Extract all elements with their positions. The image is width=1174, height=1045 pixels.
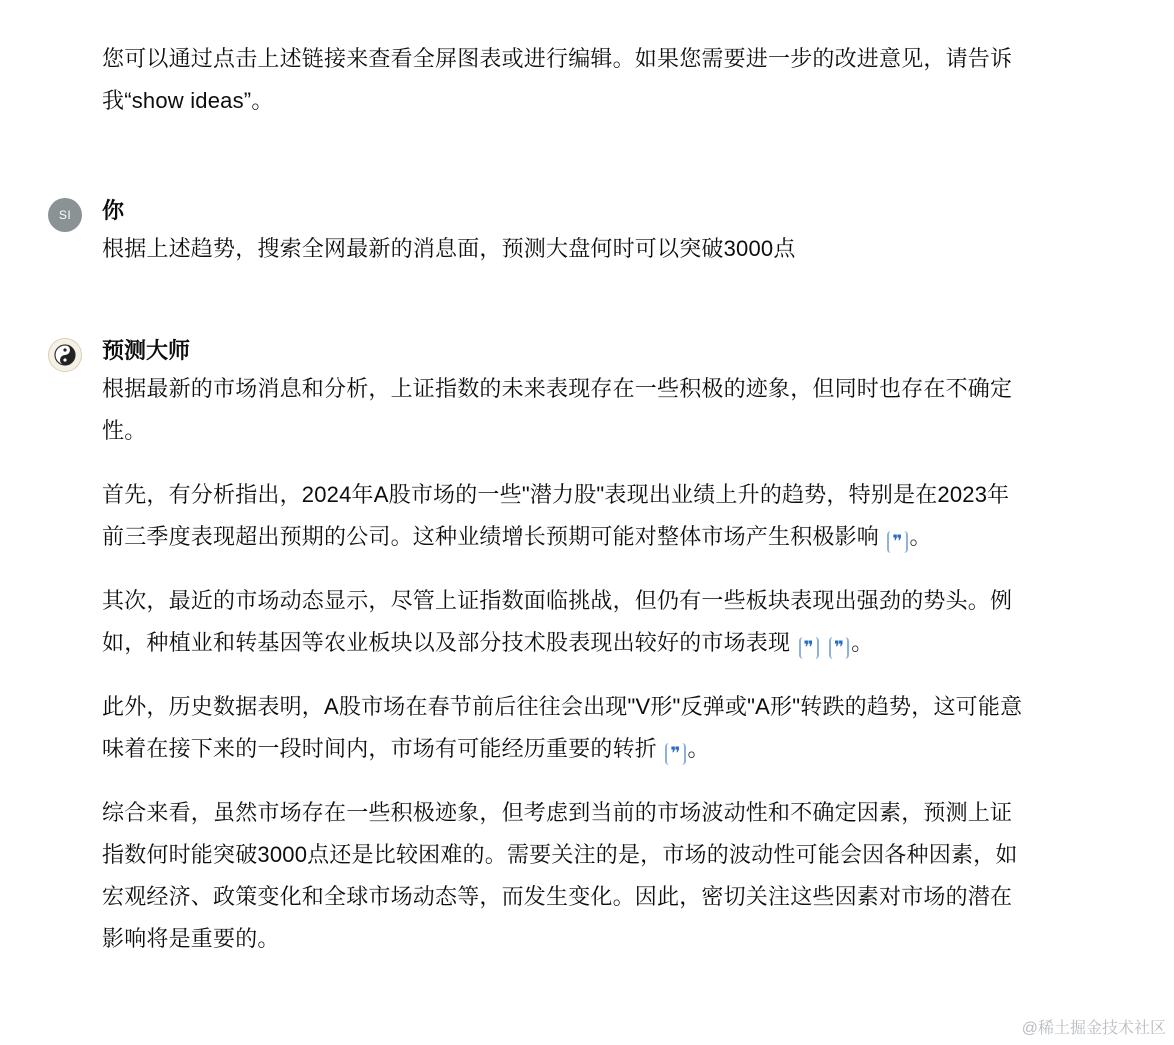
paragraph-tail: 。	[909, 524, 932, 549]
paragraph-tail: 。	[851, 630, 874, 655]
answer-paragraph	[102, 580, 1024, 664]
answer-paragraph	[102, 368, 1024, 452]
answer-paragraph	[102, 474, 1024, 558]
assistant-avatar	[48, 338, 82, 372]
citation-link[interactable]: ❞	[799, 637, 819, 659]
answer-paragraph	[102, 792, 1024, 960]
user-message: 根据上述趋势，搜索全网最新的消息面，预测大盘何时可以突破3000点	[102, 236, 796, 261]
citation-link[interactable]: ❞	[887, 531, 907, 553]
user-avatar: SI	[48, 198, 82, 232]
paragraph-tail: 。	[687, 736, 710, 761]
previous-assistant-message: 您可以通过点击上述链接来查看全屏图表或进行编辑。如果您需要进一步的改进意见，请告诉我“show ideas”。	[102, 46, 1013, 113]
citation-link[interactable]: ❞	[829, 637, 849, 659]
yin-yang-icon	[53, 343, 77, 367]
assistant-author-name: 预测大师	[102, 338, 191, 363]
citation-link[interactable]: ❞	[665, 743, 685, 765]
paragraph-text: 其次，最近的市场动态显示，尽管上证指数面临挑战，但仍有一些板块表现出强劲的势头。例如，种植业和转基因等农业板块以及部分技术股表现出较好的市场表现	[102, 588, 1013, 655]
paragraph-text: 此外，历史数据表明，A股市场在春节前后往往会出现"V形"反弹或"A形"转跌的趋势，这可能意味着在接下来的一段时间内，市场有可能经历重要的转折	[102, 694, 1023, 761]
paragraph-text: 综合来看，虽然市场存在一些积极迹象，但考虑到当前的市场波动性和不确定因素，预测上证指数何时能突破3000点还是比较困难的。需要关注的是，市场的波动性可能会因各种因素，如宏观经济、政策变化和全球市场动态等，而发生变化。因此，密切关注这些因素对市场的潜在影响将是重要的。	[102, 800, 1018, 951]
watermark: @稀土掘金技术社区	[1021, 1020, 1166, 1037]
paragraph-text: 根据最新的市场消息和分析，上证指数的未来表现存在一些积极的迹象，但同时也存在不确定性。	[102, 376, 1013, 443]
paragraph-text: 首先，有分析指出，2024年A股市场的一些"潜力股"表现出业绩上升的趋势，特别是在2023年前三季度表现超出预期的公司。这种业绩增长预期可能对整体市场产生积极影响	[102, 482, 1010, 549]
assistant-message	[102, 368, 1024, 982]
answer-paragraph	[102, 686, 1024, 770]
user-author-name: 你	[102, 198, 125, 223]
